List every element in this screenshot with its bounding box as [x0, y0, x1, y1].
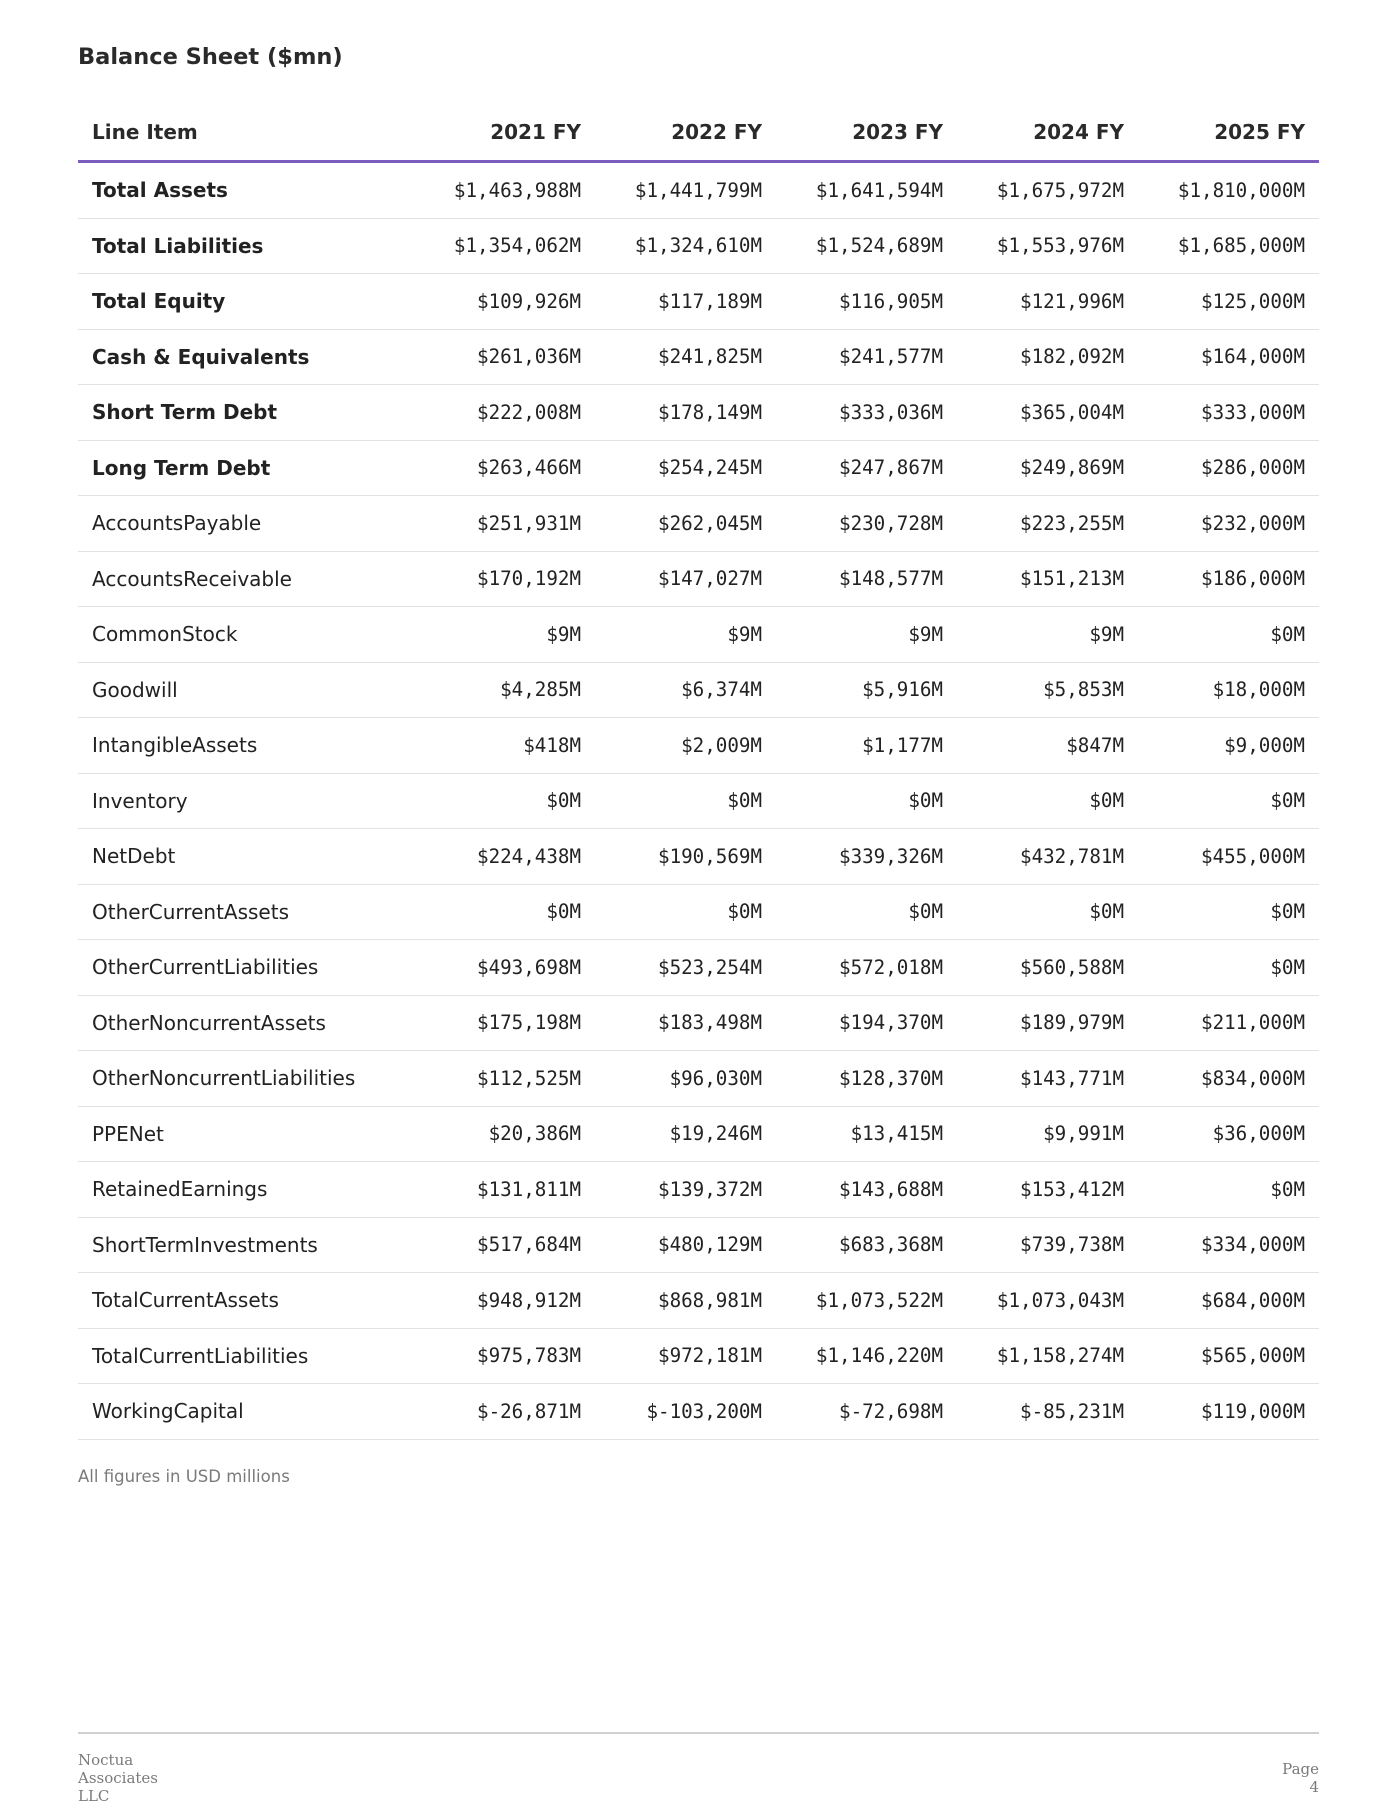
row-value: $0M [595, 773, 776, 829]
row-value: $-26,871M [414, 1384, 595, 1440]
row-label: OtherNoncurrentLiabilities [78, 1051, 414, 1107]
row-value: $36,000M [1138, 1106, 1319, 1162]
row-value: $148,577M [776, 551, 957, 607]
row-value: $194,370M [776, 995, 957, 1051]
row-label: Short Term Debt [78, 385, 414, 441]
row-label: Total Assets [78, 162, 414, 219]
row-value: $948,912M [414, 1273, 595, 1329]
footer-company-line: LLC [78, 1787, 110, 1805]
table-row [78, 162, 1319, 219]
row-value: $684,000M [1138, 1273, 1319, 1329]
row-value: $232,000M [1138, 496, 1319, 552]
row-value: $6,374M [595, 662, 776, 718]
row-value: $18,000M [1138, 662, 1319, 718]
row-value: $116,905M [776, 274, 957, 330]
row-value: $565,000M [1138, 1328, 1319, 1384]
row-label: OtherNoncurrentAssets [78, 995, 414, 1051]
row-value: $189,979M [957, 995, 1138, 1051]
table-row [78, 496, 1319, 552]
row-value: $286,000M [1138, 440, 1319, 496]
row-value: $834,000M [1138, 1051, 1319, 1107]
row-label: Long Term Debt [78, 440, 414, 496]
row-value: $0M [1138, 884, 1319, 940]
row-value: $432,781M [957, 829, 1138, 885]
row-label: Goodwill [78, 662, 414, 718]
row-value: $0M [776, 773, 957, 829]
table-row [78, 329, 1319, 385]
row-value: $9M [595, 607, 776, 663]
row-value: $131,811M [414, 1162, 595, 1218]
column-header-2025: 2025 FY [1138, 104, 1319, 162]
row-value: $365,004M [957, 385, 1138, 441]
column-header-2021: 2021 FY [414, 104, 595, 162]
row-value: $121,996M [957, 274, 1138, 330]
column-header-2023: 2023 FY [776, 104, 957, 162]
row-label: PPENet [78, 1106, 414, 1162]
row-value: $333,000M [1138, 385, 1319, 441]
row-value: $0M [1138, 940, 1319, 996]
table-row [78, 662, 1319, 718]
row-value: $222,008M [414, 385, 595, 441]
row-value: $-85,231M [957, 1384, 1138, 1440]
row-value: $4,285M [414, 662, 595, 718]
row-value: $1,324,610M [595, 218, 776, 274]
row-value: $262,045M [595, 496, 776, 552]
table-row [78, 1162, 1319, 1218]
row-value: $109,926M [414, 274, 595, 330]
row-value: $0M [957, 884, 1138, 940]
row-value: $0M [414, 884, 595, 940]
row-value: $0M [414, 773, 595, 829]
row-value: $143,771M [957, 1051, 1138, 1107]
row-value: $224,438M [414, 829, 595, 885]
row-value: $1,354,062M [414, 218, 595, 274]
row-value: $182,092M [957, 329, 1138, 385]
table-row [78, 1217, 1319, 1273]
row-value: $178,149M [595, 385, 776, 441]
row-value: $153,412M [957, 1162, 1138, 1218]
table-row [78, 1384, 1319, 1440]
row-label: AccountsPayable [78, 496, 414, 552]
row-label: TotalCurrentAssets [78, 1273, 414, 1329]
row-value: $572,018M [776, 940, 957, 996]
row-value: $0M [776, 884, 957, 940]
row-value: $9M [957, 607, 1138, 663]
row-value: $254,245M [595, 440, 776, 496]
table-row [78, 385, 1319, 441]
row-value: $170,192M [414, 551, 595, 607]
table-row [78, 773, 1319, 829]
row-value: $868,981M [595, 1273, 776, 1329]
table-row [78, 274, 1319, 330]
row-value: $251,931M [414, 496, 595, 552]
row-value: $1,073,043M [957, 1273, 1138, 1329]
row-value: $125,000M [1138, 274, 1319, 330]
row-value: $0M [1138, 607, 1319, 663]
row-value: $-103,200M [595, 1384, 776, 1440]
row-value: $975,783M [414, 1328, 595, 1384]
row-label: RetainedEarnings [78, 1162, 414, 1218]
row-value: $480,129M [595, 1217, 776, 1273]
row-value: $9,000M [1138, 718, 1319, 774]
page-title: Balance Sheet ($mn) [78, 44, 343, 70]
row-value: $0M [595, 884, 776, 940]
row-value: $1,158,274M [957, 1328, 1138, 1384]
row-label: TotalCurrentLiabilities [78, 1328, 414, 1384]
row-value: $333,036M [776, 385, 957, 441]
row-value: $223,255M [957, 496, 1138, 552]
row-value: $0M [957, 773, 1138, 829]
row-value: $1,675,972M [957, 162, 1138, 219]
row-label: Cash & Equivalents [78, 329, 414, 385]
footer-company-line: Noctua [78, 1751, 134, 1769]
row-value: $247,867M [776, 440, 957, 496]
table-row [78, 940, 1319, 996]
row-value: $5,853M [957, 662, 1138, 718]
table-row [78, 1273, 1319, 1329]
row-value: $683,368M [776, 1217, 957, 1273]
row-value: $128,370M [776, 1051, 957, 1107]
row-value: $211,000M [1138, 995, 1319, 1051]
table-row [78, 829, 1319, 885]
row-value: $183,498M [595, 995, 776, 1051]
table-row [78, 551, 1319, 607]
units-note: All figures in USD millions [78, 1467, 290, 1486]
row-value: $523,254M [595, 940, 776, 996]
page-label: Page [1282, 1760, 1319, 1778]
row-label: IntangibleAssets [78, 718, 414, 774]
row-value: $263,466M [414, 440, 595, 496]
row-label: ShortTermInvestments [78, 1217, 414, 1273]
row-value: $1,524,689M [776, 218, 957, 274]
table-row [78, 440, 1319, 496]
row-value: $493,698M [414, 940, 595, 996]
row-value: $1,553,976M [957, 218, 1138, 274]
row-value: $847M [957, 718, 1138, 774]
table-row [78, 1328, 1319, 1384]
row-value: $139,372M [595, 1162, 776, 1218]
footer-company-line: Associates [78, 1769, 159, 1787]
row-label: Total Equity [78, 274, 414, 330]
table-row [78, 1106, 1319, 1162]
row-value: $143,688M [776, 1162, 957, 1218]
row-value: $230,728M [776, 496, 957, 552]
row-label: OtherCurrentLiabilities [78, 940, 414, 996]
row-label: CommonStock [78, 607, 414, 663]
row-value: $9M [414, 607, 595, 663]
row-value: $418M [414, 718, 595, 774]
row-value: $175,198M [414, 995, 595, 1051]
row-value: $739,738M [957, 1217, 1138, 1273]
row-value: $9,991M [957, 1106, 1138, 1162]
row-value: $972,181M [595, 1328, 776, 1384]
row-value: $241,825M [595, 329, 776, 385]
row-value: $339,326M [776, 829, 957, 885]
row-value: $119,000M [1138, 1384, 1319, 1440]
table-row [78, 995, 1319, 1051]
footer-company [78, 1751, 198, 1805]
row-value: $1,441,799M [595, 162, 776, 219]
row-value: $241,577M [776, 329, 957, 385]
row-value: $20,386M [414, 1106, 595, 1162]
row-value: $13,415M [776, 1106, 957, 1162]
row-value: $96,030M [595, 1051, 776, 1107]
row-value: $560,588M [957, 940, 1138, 996]
table-row [78, 607, 1319, 663]
row-value: $190,569M [595, 829, 776, 885]
column-header-line-item: Line Item [78, 104, 414, 162]
row-value: $1,073,522M [776, 1273, 957, 1329]
page-number-value: 4 [1309, 1778, 1319, 1796]
table-header-row [78, 104, 1319, 162]
row-value: $147,027M [595, 551, 776, 607]
balance-sheet-table [78, 104, 1319, 1440]
row-value: $164,000M [1138, 329, 1319, 385]
table-row [78, 218, 1319, 274]
footer-divider [78, 1732, 1319, 1734]
row-value: $261,036M [414, 329, 595, 385]
row-value: $1,685,000M [1138, 218, 1319, 274]
row-value: $249,869M [957, 440, 1138, 496]
row-value: $334,000M [1138, 1217, 1319, 1273]
row-value: $-72,698M [776, 1384, 957, 1440]
row-value: $186,000M [1138, 551, 1319, 607]
row-value: $9M [776, 607, 957, 663]
row-label: WorkingCapital [78, 1384, 414, 1440]
row-label: OtherCurrentAssets [78, 884, 414, 940]
row-value: $0M [1138, 773, 1319, 829]
row-label: AccountsReceivable [78, 551, 414, 607]
row-value: $1,146,220M [776, 1328, 957, 1384]
row-value: $1,641,594M [776, 162, 957, 219]
table-row [78, 718, 1319, 774]
table-row [78, 884, 1319, 940]
row-value: $0M [1138, 1162, 1319, 1218]
page-number [1259, 1760, 1319, 1796]
row-value: $112,525M [414, 1051, 595, 1107]
row-label: Inventory [78, 773, 414, 829]
row-value: $455,000M [1138, 829, 1319, 885]
row-value: $1,810,000M [1138, 162, 1319, 219]
row-value: $19,246M [595, 1106, 776, 1162]
column-header-2022: 2022 FY [595, 104, 776, 162]
row-value: $517,684M [414, 1217, 595, 1273]
row-value: $2,009M [595, 718, 776, 774]
row-value: $117,189M [595, 274, 776, 330]
table-row [78, 1051, 1319, 1107]
row-value: $1,177M [776, 718, 957, 774]
row-label: NetDebt [78, 829, 414, 885]
row-value: $5,916M [776, 662, 957, 718]
row-label: Total Liabilities [78, 218, 414, 274]
row-value: $1,463,988M [414, 162, 595, 219]
column-header-2024: 2024 FY [957, 104, 1138, 162]
row-value: $151,213M [957, 551, 1138, 607]
